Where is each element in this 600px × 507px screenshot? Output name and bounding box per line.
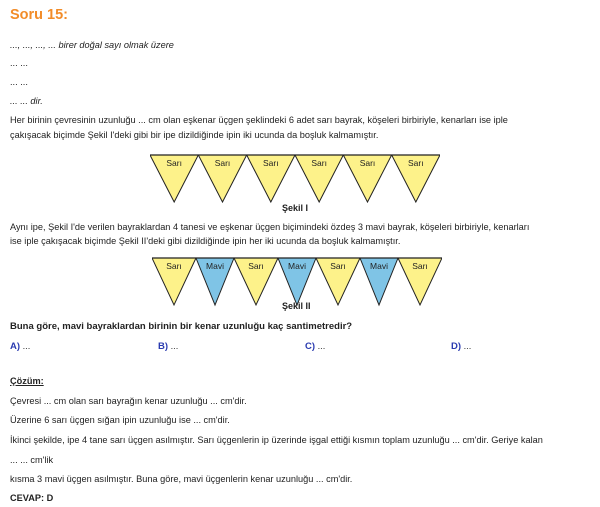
- option-b[interactable]: [158, 341, 178, 352]
- option-c[interactable]: [305, 341, 325, 352]
- given-line-3: ... ...: [10, 77, 28, 87]
- paragraph-2-line-1: Aynı ipe, Şekil I'de verilen bayraklardan 4 tanesi ve eşkenar üçgen biçimindeki özdeş 3 mavi bayrak, köşeleri birbiriyle, kenarları: [10, 222, 530, 232]
- flag-label: Sarı: [311, 158, 327, 168]
- flag-label: Sarı: [412, 261, 428, 271]
- solution-line-2: Üzerine 6 sarı üçgen sığan ipin uzunluğu ise ... cm'dir.: [10, 415, 230, 425]
- flag-label: Sarı: [166, 158, 182, 168]
- flag-label: Sarı: [166, 261, 182, 271]
- given-line-4: ... ... dir.: [10, 96, 43, 106]
- flag-label: Sarı: [248, 261, 264, 271]
- figure-1-caption: Şekil I: [282, 203, 309, 213]
- option-d[interactable]: [451, 341, 471, 352]
- paragraph-1-line-2: çakışacak biçimde Şekil I'deki gibi bir ipe dizildiğinde ipin iki ucunda da boşluk kalmamıştır.: [10, 130, 379, 140]
- solution-line-5: kısma 3 mavi üçgen asılmıştır. Buna göre, mavi üçgenlerin kenar uzunluğu ... cm'dir.: [10, 474, 353, 484]
- flag-label: Sarı: [408, 158, 424, 168]
- flag-label: Sarı: [330, 261, 346, 271]
- solution-heading: Çözüm:: [10, 376, 44, 386]
- figure-2-caption: Şekil II: [282, 301, 311, 311]
- flag-label: Sarı: [214, 158, 231, 168]
- option-value: ...: [463, 341, 472, 351]
- option-value: ...: [170, 341, 179, 351]
- option-letter: B): [158, 341, 169, 352]
- paragraph-1-line-1: Her birinin çevresinin uzunluğu ... cm olan eşkenar üçgen şeklindeki 6 adet sarı bayrak, köşeleri birbiriyle, kenarları ise iple: [10, 115, 508, 125]
- question-title: Soru 15:: [10, 7, 69, 23]
- flag-label: Mavi: [370, 261, 388, 271]
- flag-label: Mavi: [288, 261, 306, 271]
- option-value: ...: [22, 341, 31, 351]
- flag-label: Sarı: [359, 158, 376, 168]
- given-line-1: ..., ..., ..., ... birer doğal sayı olmak üzere: [10, 40, 174, 50]
- given-line-2: ... ...: [10, 58, 28, 68]
- option-letter: A): [10, 341, 21, 352]
- flag-label: Mavi: [206, 261, 224, 271]
- solution-line-4: ... ... cm'lik: [10, 455, 54, 465]
- solution-line-1: Çevresi ... cm olan sarı bayrağın kenar uzunluğu ... cm'dir.: [10, 396, 247, 406]
- solution-line-3: İkinci şekilde, ipe 4 tane sarı üçgen asılmıştır. Sarı üçgenlerin ip üzerinde işgal ettiği kısmın toplam uzunluğu ... cm'dir. Geriye kalan: [10, 435, 543, 445]
- option-letter: D): [451, 341, 462, 352]
- option-letter: C): [305, 341, 316, 352]
- flag-label: Sarı: [263, 158, 279, 168]
- option-a[interactable]: [10, 341, 30, 352]
- question-text: Buna göre, mavi bayraklardan birinin bir kenar uzunluğu kaç santimetredir?: [10, 321, 353, 332]
- paragraph-2-line-2: ise iple çakışacak biçimde Şekil II'deki gibi dizildiğinde ipin her iki ucunda da boşluk kalmamıştır.: [10, 236, 401, 246]
- answer-text: CEVAP: D: [10, 493, 54, 503]
- option-value: ...: [317, 341, 326, 351]
